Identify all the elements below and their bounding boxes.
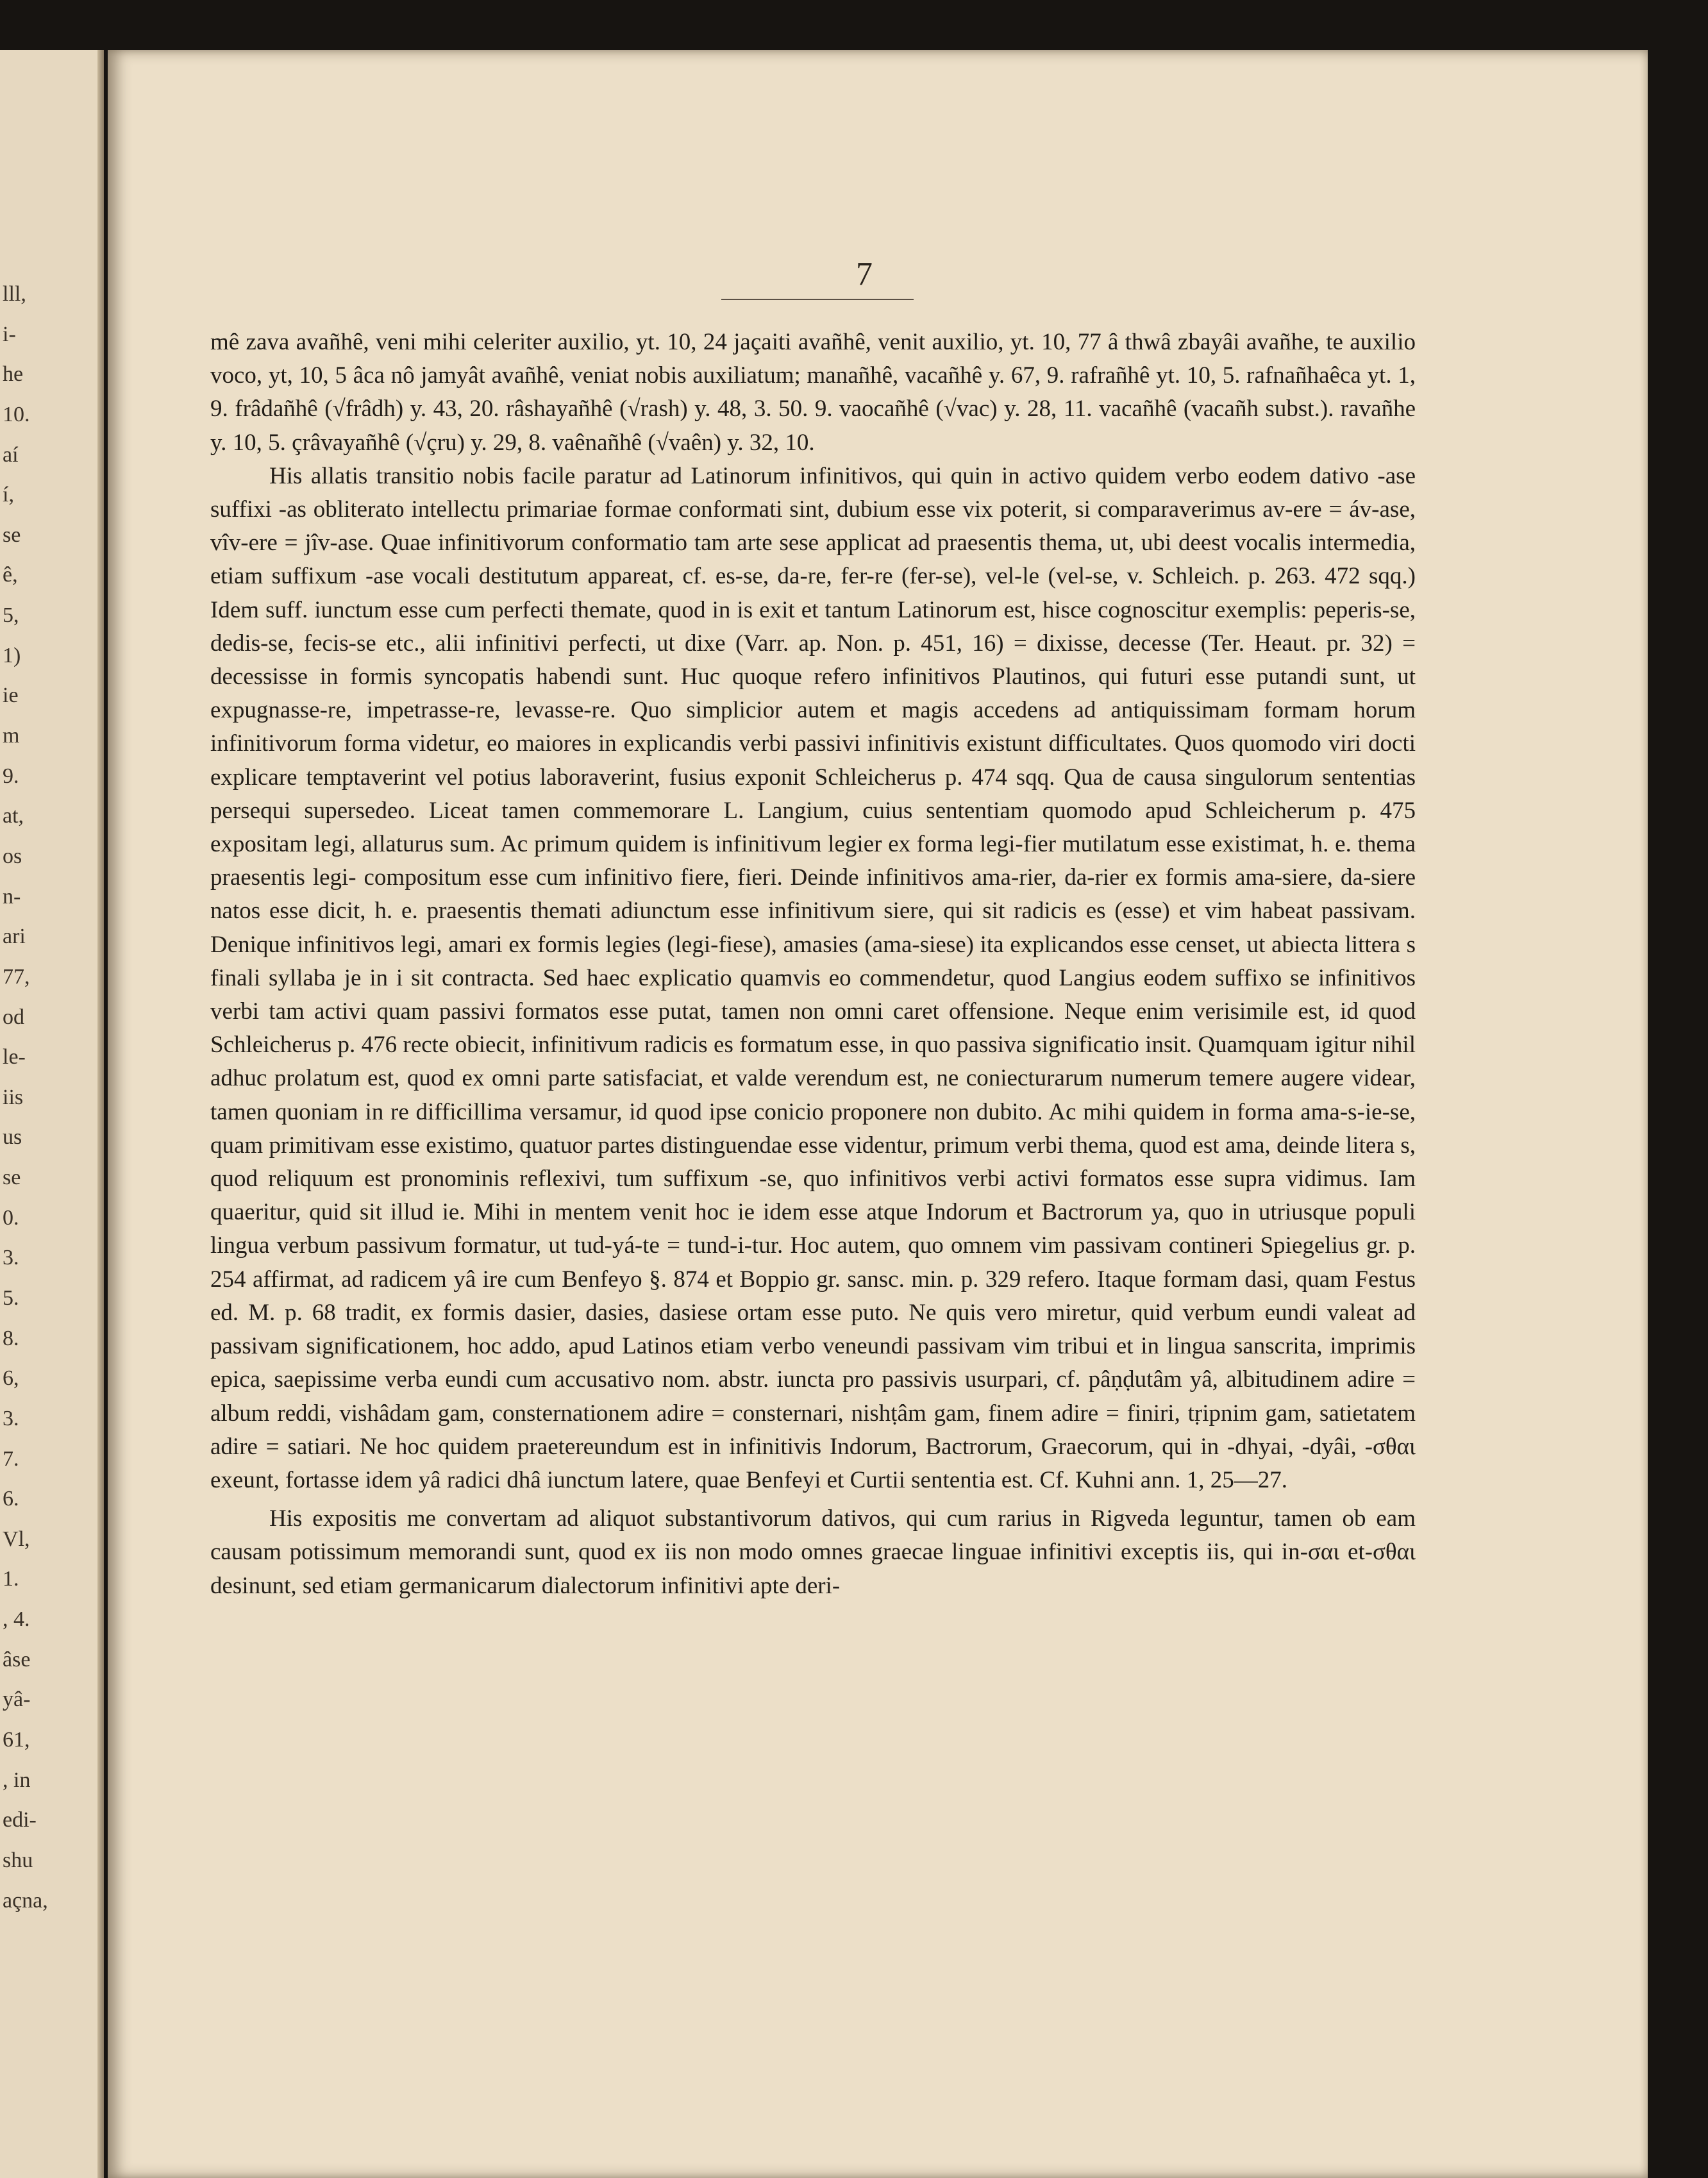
margin-fragment: se (3, 1166, 21, 1190)
page-number-rule (721, 299, 914, 300)
margin-fragment: 6, (3, 1366, 19, 1391)
margin-fragment: iis (3, 1085, 24, 1109)
margin-fragment: 61, (3, 1728, 30, 1752)
margin-fragment: 7. (3, 1446, 19, 1471)
paragraph-avestan-examples: mê zava avañhê, veni mihi celeriter auxilio, yt. 10, 24 jaçaiti avañhê, venit auxilio, yt. 10, 77 â thwâ zbayâi avañhe, te auxilio voco, yt, 10, 5 âca nô jamyât avañhê, veniat nobis auxiliatum; manañhê, vacañhê y. 67, 9. rafrañhê yt. 10, 5. rafnañhaêca yt. 1, 9. frâdañhê (√frâdh) y. 43, 20. râshayañhê (√rash) y. 48, 3. 50. 9. vaocañhê (√vac) y. 28, 11. vacañhê (vacañh subst.). ravañhe y. 10, 5. çrâvayañhê (√çru) y. 29, 8. vaênañhê (√vaên) y. 32, 10. (210, 329, 1416, 456)
page-number: 7 (856, 256, 873, 292)
margin-fragment: ê, (3, 563, 18, 587)
document-page (108, 50, 1648, 2178)
margin-fragment: n- (3, 884, 21, 909)
margin-fragment: 10. (3, 402, 30, 426)
margin-fragment: shu (3, 1848, 33, 1872)
margin-fragment: 8. (3, 1326, 19, 1350)
body-text (210, 326, 1416, 1603)
margin-fragment: , 4. (3, 1607, 30, 1632)
margin-fragment: Vl, (3, 1527, 30, 1551)
margin-fragment: aí (3, 442, 19, 467)
margin-fragment: 3. (3, 1246, 19, 1270)
margin-fragment: 5. (3, 1286, 19, 1310)
margin-fragment: 1) (3, 643, 21, 667)
margin-fragment: se (3, 523, 21, 547)
margin-fragment: i- (3, 322, 16, 346)
margin-fragment: açna, (3, 1888, 48, 1913)
margin-fragment: edi- (3, 1808, 37, 1832)
margin-fragment: us (3, 1125, 22, 1150)
margin-fragment: 5, (3, 603, 19, 628)
margin-fragment: od (3, 1005, 24, 1029)
margin-fragment: í, (3, 483, 14, 507)
margin-fragment: âse (3, 1647, 31, 1671)
margin-fragment: 6. (3, 1487, 19, 1511)
margin-fragment: he (3, 362, 24, 387)
margin-fragment: le- (3, 1045, 26, 1069)
paragraph-latin-infinitives: His allatis transitio nobis facile paratur ad Latinorum infinitivos, qui quin in activo quidem verbo eodem dativo -ase suffixi -as obliterato intellectu primariae formae conformati sint, dubium esse vix poterit, si comparaverimus av-ere = áv-ase, vîv-ere = jîv-ase. Quae infinitivorum conformatio tam arte sese applicat ad praesentis thema, ut, ubi deest vocalis intermedia, etiam suffixum -ase vocali destitutum appareat, cf. es-se, da-re, fer-re (fer-se), vel-le (vel-se, v. Schleich. p. 263. 472 sqq.) Idem suff. iunctum esse cum perfecti themate, quod in is exit et tantum Latinorum est, hisce cognoscitur exemplis: peperis-se, dedis-se, fecis-se etc., alii infinitivi perfecti, ut dixe (Varr. ap. Non. p. 451, 16) = dixisse, decesse (Ter. Heaut. pr. 32) = decessisse in formis syncopatis habendi sunt. Huc quoque refero infinitivos Plautinos, qui futuri esse putandi sunt, ut expugnasse-re, impetrasse-re, levasse-re. Quo simplicior autem et magis accedens ad antiquissimam formam horum infinitivorum forma videtur, eo maiores in explicandis verbi passivi infinitivis existunt difficultates. Quos quomodo viri docti explicare temptaverint vel potius laboraverint, fusius exponit Schleicherus p. 474 sqq. Qua de causa singulorum sententias persequi supersedeo. Liceat tamen commemorare L. Langium, cuius sententiam quomodo apud Schleicherum p. 475 expositam legi, allaturus sum. Ac primum quidem is infinitivum legier ex forma legi-fier mutilatum esse existimat, h. e. thema praesentis legi- compositum esse cum infinitivo fiere, fieri. Deinde infinitivos ama-rier, da-rier ex formis ama-siere, da-siere natos esse dicit, h. e. praesentis themati adiunctum esse infinitivum siere, qui sit radicis es (esse) et vim habeat passivam. Denique infinitivos legi, amari ex formis legies (legi-fiese), amasies (ama-siese) ita explicandos esse censet, ut abiecta littera s finali syllaba je in i sit contracta. Sed haec explicatio quamvis eo commendetur, quod Langius eodem suffixo se infinitivos verbi tam activi quam passivi formatos esse putat, tamen non omni caret offensione. Neque enim verisimile est, id quod Schleicherus p. 476 recte obiecit, infinitivum radicis es formatum esse, in quo passiva significatio insit. Quamquam igitur nihil adhuc prolatum est, quod ex omni parte satisfaciat, et valde verendum est, ne coniecturarum numerum temere augere videar, tamen quoniam in re difficillima versamur, id quod ipse conicio proponere non dubito. Ac mihi quidem in forma ama-s-ie-se, quam primitivam esse existimo, quatuor partes distinguendae esse videntur, primum verbi thema, quod est ama, deinde litera s, quod reliquum est pronominis reflexivi, tum suffixum -se, quo infinitivos verbi activi formatos esse supra vidimus. Iam quaeritur, quid sit illud ie. Mihi in mentem venit hoc ie idem esse atque Indorum et Bactrorum ya, quo in utriusque populi lingua verbum passivum formatur, ut tud-yá-te = tund-i-tur. Hoc autem, quo omnem vim passivam contineri Spiegelius gr. p. 254 affirmat, ad radicem yâ ire cum Benfeyo §. 874 et Boppio gr. sansc. min. p. 329 refero. Itaque formam dasi, quam Festus ed. M. p. 68 tradit, ex formis dasier, dasies, dasiese ortam esse puto. Ne quis vero miretur, quid verbum eundi valeat ad passivam significationem, hoc addo, apud Latinos etiam verbo veneundi passivam vim tribui et in lingua sanscrita, imprimis epica, saepissime verba eundi cum accusativo nom. abstr. iuncta pro passivis usurpari, cf. pâṇḍutâm yâ, albitudinem adire = album reddi, vishâdam gam, consternationem adire = consternari, nishṭâm gam, finem adire = finiri, tṛipnim gam, satietatem adire = satiari. Ne hoc quidem praetereundum est in infinitivis Indorum, Bactrorum, Graecorum, qui in -dhyai, -dyâi, -σθαι exeunt, fortasse idem yâ radici dhâ iunctum latere, quae Benfeyi et Curtii sententia est. Cf. Kuhni ann. 1, 25—27. (210, 462, 1416, 1493)
page-fold-shadow (97, 50, 104, 2178)
margin-fragment: 0. (3, 1205, 19, 1230)
margin-fragment: lll, (3, 282, 26, 306)
margin-fragment: os (3, 844, 22, 868)
facing-page-edge (0, 50, 104, 2178)
margin-fragment: 77, (3, 964, 30, 989)
margin-fragment: ie (3, 683, 19, 708)
margin-fragment: yâ- (3, 1688, 31, 1712)
margin-fragment: ari (3, 925, 26, 949)
paragraph-substantive-datives: His expositis me convertam ad aliquot substantivorum dativos, qui cum rarius in Rigveda leguntur, tamen ob eam causam potissimum memorandi sunt, quod ex iis non modo omnes graecae linguae infinitivi exceptis iis, qui in-σαι et-σθαι desinunt, sed etiam germanicarum dialectorum infinitivi apte deri- (210, 1505, 1416, 1599)
margin-fragment: , in (3, 1768, 31, 1792)
margin-fragment: 1. (3, 1567, 19, 1591)
margin-fragment: 3. (3, 1406, 19, 1430)
margin-fragment: 9. (3, 764, 19, 788)
margin-fragment: m (3, 724, 20, 748)
margin-fragment: at, (3, 804, 24, 828)
